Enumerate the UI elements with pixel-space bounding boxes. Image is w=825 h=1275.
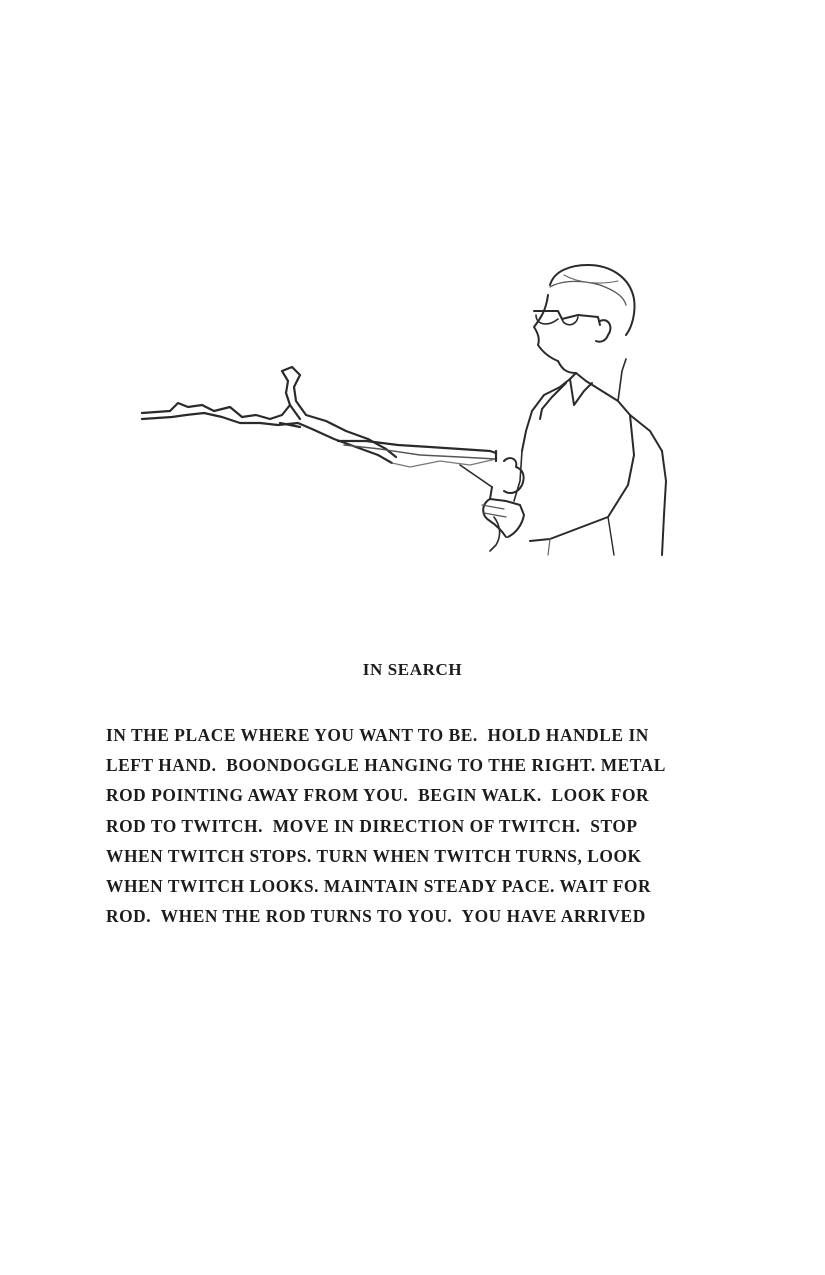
body-text (106, 720, 726, 931)
torso (514, 359, 666, 555)
page-title: IN SEARCH (362, 660, 463, 679)
body-line: IN THE PLACE WHERE YOU WANT TO BE. HOLD HANDLE IN (106, 725, 649, 745)
dowsing-man-sketch-icon (130, 255, 675, 565)
body-line: ROD TO TWITCH. MOVE IN DIRECTION OF TWITCH. STOP (106, 815, 638, 836)
dowsing-man-illustration (130, 255, 675, 565)
body-line: WHEN TWITCH STOPS. TURN WHEN TWITCH TURNS, LOOK (106, 845, 642, 866)
body-line: ROD. WHEN THE ROD TURNS TO YOU. YOU HAVE ARRIVED (106, 906, 646, 927)
body-line: LEFT HAND. BOONDOGGLE HANGING TO THE RIGHT. METAL (106, 755, 666, 776)
branch-rod (142, 367, 496, 487)
body-line: WHEN TWITCH LOOKS. MAINTAIN STEADY PACE. WAIT FOR (106, 876, 652, 897)
hands (482, 458, 524, 551)
head (534, 265, 635, 373)
body-line: ROD POINTING AWAY FROM YOU. BEGIN WALK. LOOK FOR (106, 785, 650, 806)
